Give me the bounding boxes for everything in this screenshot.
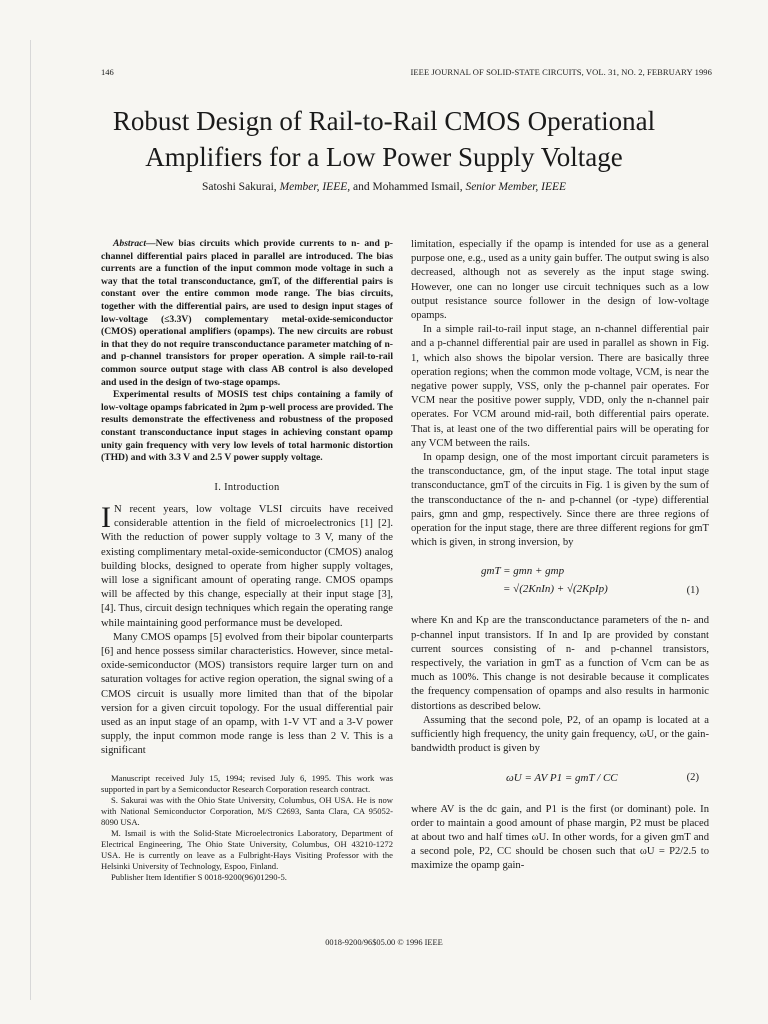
footnotes	[101, 773, 393, 883]
equation-2-number: (2)	[686, 771, 699, 783]
equation-1-line-2: = √(2KnIn) + √(2KpIp)	[503, 583, 608, 596]
intro-paragraph-2: Many CMOS opamps [5] evolved from their bipolar counterparts [6] and hence possess similar characteristics. However, since metal-oxide-semiconductor (MOS) transistors require larger turn on and saturation voltages for active region operation, the signal swing of a CMOS circuit is usually more limited than that of the bipolar version for a given circuit topology. For the usual differential pair used as an input stage of an opamp, with 1-V VT and a 3-V power supply, the input common mode range is less than 2 V. This is a significant	[101, 631, 393, 757]
right-paragraph-6: where AV is the dc gain, and P1 is the first (or dominant) pole. In order to maintain a good amount of phase margin, P2 must be placed at about two and half times ωU. In other words, for a given gmT and a second pole, P2, CC should be chosen such that ωU = P2/2.5 to maximize the opamp gain-	[411, 803, 709, 872]
left-column	[101, 238, 393, 883]
copyright-footer: 0018-9200/96$05.00 © 1996 IEEE	[325, 938, 443, 947]
right-paragraph-2: In a simple rail-to-rail input stage, an n-channel differential pair and a p-channel differential pair are used in parallel as shown in Fig. 1, which also shows the bipolar version. There are basically three operation regions; when the common mode voltage, VCM, is near the negative power supply, VSS, only the p-channel pair operates. For VCM near the positive power supply, VDD, only the n-channel pair operates. For VCM around mid-rail, both differential pairs operate. That is, at least one of the two differential pairs will be operating for any VCM between the rails.	[411, 324, 709, 449]
intro-paragraph-1	[101, 500, 393, 631]
author-2-role: Senior Member, IEEE	[465, 181, 567, 193]
equation-1	[411, 562, 709, 602]
title-line-2: Amplifiers for a Low Power Supply Voltage	[145, 142, 623, 172]
section-heading: I. Introduction	[214, 481, 280, 493]
footnote-publisher-id: Publisher Item Identifier S 0018-9200(96)01290-5.	[111, 871, 287, 882]
author-2: Mohammed Ismail,	[372, 181, 463, 193]
intro-p1-text: N recent years, low voltage VLSI circuits have received considerable attention in the field of microelectronics [1] [2]. With the reduction of power supply voltage to 3 V, many of the existing complimentary metal-oxide-semiconductor (CMOS) analog building blocks, designed to operate from higher supply voltages, will lose a significant amount of operating range. CMOS opamps will be affected by this change, especially at their input stage [3], [4]. Thus, circuit design techniques which regain the operating range while maintaining good performance must be developed.	[101, 503, 393, 629]
page-number: 146	[101, 67, 114, 77]
abstract-text: New bias circuits which provide currents to n- and p-channel differential pairs placed in parallel are introduced. The bias currents are a function of the input common mode voltage in such a way that the total transconductance, gmT, of the differential pairs is constant over the entire common mode range. The bias circuits, together with the differential pairs, are used to design input stages of low-voltage (≤3.3V) complementary metal-oxide-semiconductor (CMOS) operational amplifiers (opamps). The new circuits are robust in that they do not require transconductance parameter matching of n- and p-channel transistors for proper operation. A simple rail-to-rail common source output stage with class AB control is also developed and used in the design of two-stage opamps.	[101, 238, 393, 388]
right-paragraph-1: limitation, especially if the opamp is intended for use as a general purpose one, e.g., used as a unity gain buffer. The output swing is also decreased, although not as severely as the input stage swing. However, one can no longer use circuit techniques such as a low output resistance source follower in the design of low-voltage opamps.	[411, 239, 709, 322]
equation-2	[411, 767, 709, 793]
equation-1-line-1: gmT = gmn + gmp	[481, 565, 565, 578]
right-paragraph-5: Assuming that the second pole, P2, of an opamp is located at a sufficiently high frequency, the unity gain frequency, ωU, or the gain-bandwidth product is given by	[411, 714, 709, 755]
author-1-role: Member, IEEE,	[279, 181, 351, 193]
scan-margin-rule	[30, 40, 31, 1000]
author-line	[60, 181, 708, 193]
right-paragraph-3: In opamp design, one of the most important circuit parameters is the transconductance, gm, of the input stage. The total input stage transconductance, gmT of the circuits in Fig. 1 is given by the sum of the transconductance of the n- and p-channel (or -type) differential pairs, gmn and gmp, respectively. Since there are three regions of operation for the input stage, there are three different regions for gmT which is given, in strong inversion, by	[411, 452, 709, 549]
author-1: Satoshi Sakurai,	[201, 181, 277, 193]
title-line-1: Robust Design of Rail-to-Rail CMOS Operational	[112, 106, 656, 136]
footnote-sakurai: S. Sakurai was with the Ohio State University, Columbus, OH USA. He is now with National Semiconductor Corporation, M/S C2693, Santa Clara, CA 95052-8090 USA.	[101, 794, 393, 827]
abstract-results: Experimental results of MOSIS test chips containing a family of low-voltage opamps fabricated in 2μm p-well process are provided. The results demonstrate the effectiveness and robustness of the proposed constant transconductance input stages in achieving constant opamp unity gain frequency with very low levels of total harmonic distortion (THD) and with 3.3 V and 2.5 V power supply voltage.	[101, 389, 394, 464]
author-and: and	[353, 181, 370, 193]
right-paragraph-4: where Kn and Kp are the transconductance parameters of the n- and p-channel input transistors. If In and Ip are provided by constant current sources consisting of n- and p-channel transistors, respectively, the variation in gmT as a function of Vcm can be as much as 100%. This change is not desirable because it complicates the frequency compensation of opamps and also results in harmonic distortions as described below.	[411, 615, 709, 712]
drop-cap: I	[101, 500, 111, 534]
right-column	[411, 238, 709, 874]
running-header: IEEE JOURNAL OF SOLID-STATE CIRCUITS, VOL. 31, NO. 2, FEBRUARY 1996	[410, 67, 712, 77]
footnote-ismail: M. Ismail is with the Solid-State Microelectronics Laboratory, Department of Electrical Engineering, The Ohio State University, Columbus, OH 43210-1272 USA. He is currently on leave as a Fulbright-Hays Visiting Professor with the Helsinki University of Technology, Espoo, Finland.	[101, 827, 393, 871]
paper-title	[60, 103, 708, 175]
equation-1-number: (1)	[686, 585, 699, 597]
footnote-manuscript: Manuscript received July 15, 1994; revised July 6, 1995. This work was supported in part by a Semiconductor Research Corporation research contract.	[101, 772, 393, 794]
abstract-lead: Abstract—	[113, 238, 156, 249]
equation-2-body: ωU = AV P1 = gmT / CC	[506, 771, 618, 784]
abstract	[101, 238, 393, 389]
